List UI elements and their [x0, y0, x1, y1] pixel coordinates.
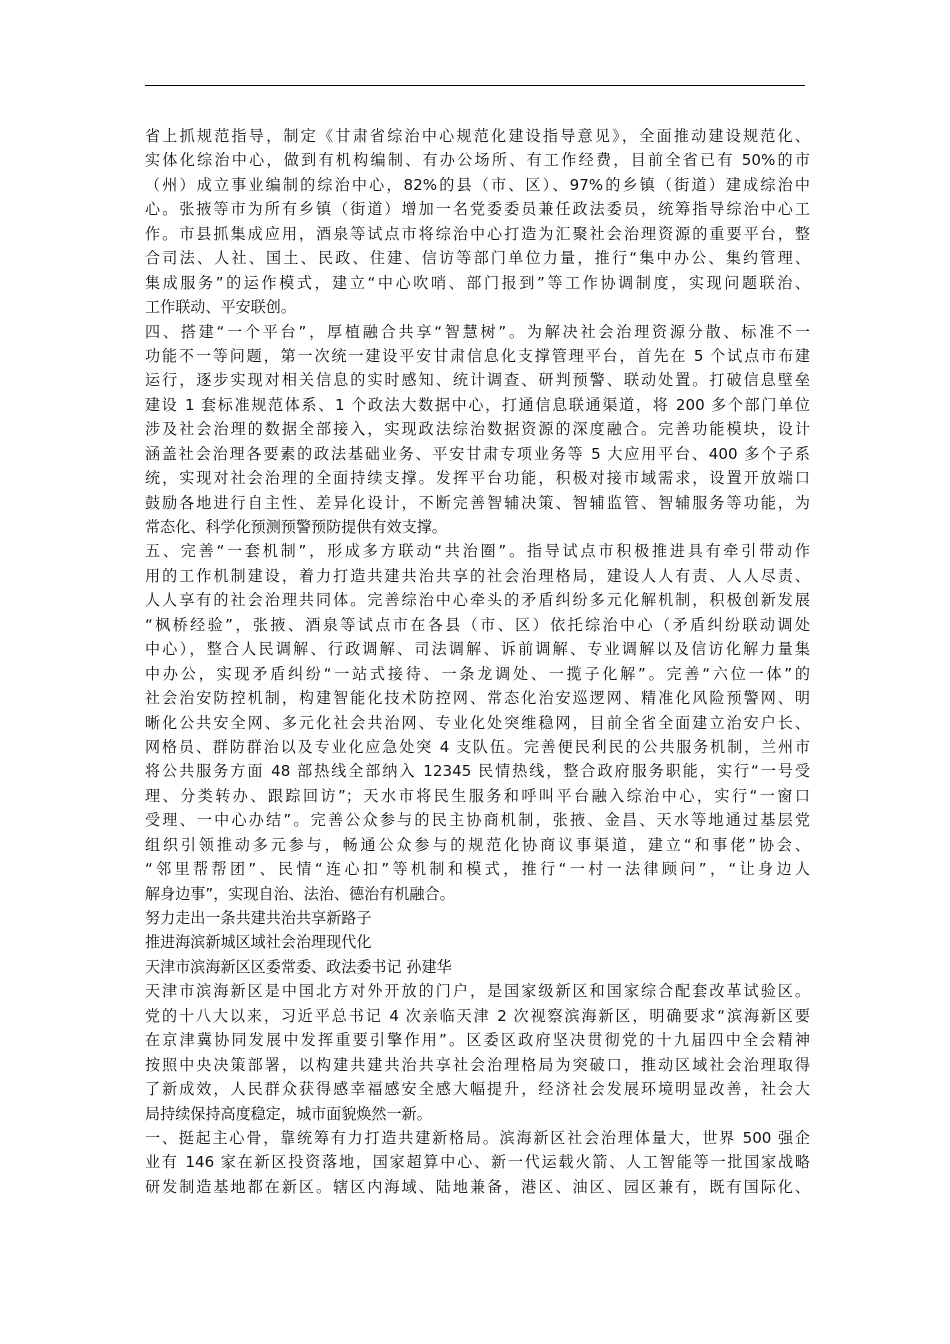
- text-line: 受理、一中心办结”。完善公众参与的民主协商机制，张掖、金昌、天水等地通过基层党: [145, 811, 810, 830]
- text-line: 在京津冀协同发展中发挥重要引擎作用”。区委区政府坚决贯彻党的十九届四中全会精神: [145, 1031, 810, 1050]
- text-line: 天津市滨海新区是中国北方对外开放的门户，是国家级新区和国家综合配套改革试验区。: [145, 982, 810, 1001]
- text-line: “邻里帮帮团”、民情“连心扣”等机制和模式，推行“一村一法律顾问”，“让身边人: [145, 860, 810, 879]
- text-line: 功能不一等问题，第一次统一建设平安甘肃信息化支撑管理平台，首先在 5 个试点市布建: [145, 346, 810, 365]
- text-line: 用的工作机制建设，着力打造共建共治共享的社会治理格局，建设人人有责、人人尽责、: [145, 566, 810, 585]
- text-line: 解身边事”，实现自治、法治、德治有机融合。: [145, 884, 455, 903]
- text-line: 中办公，实现矛盾纠纷“一站式接待、一条龙调处、一揽子化解”。完善“六位一体”的: [145, 664, 810, 683]
- text-line: （州）成立事业编制的综治中心，82%的县（市、区）、97%的乡镇（街道）建成综治中: [145, 175, 810, 194]
- text-line: “枫桥经验”，张掖、酒泉等试点市在各县（市、区）依托综治中心（矛盾纠纷联动调处: [145, 615, 810, 634]
- text-line: 常态化、科学化预测预警预防提供有效支撑。: [145, 518, 447, 536]
- text-line: 业有 146 家在新区投资落地，国家超算中心、新一代运载火箭、人工智能等一批国家战略: [145, 1153, 810, 1172]
- text-line: 局持续保持高度稳定，城市面貌焕然一新。: [145, 1104, 432, 1123]
- text-line: 晰化公共安全网、多元化社会共治网、专业化处突维稳网，目前全省全面建立治安户长、: [145, 713, 810, 732]
- text-line: 理、分类转办、跟踪回访”；天水市将民生服务和呼叫平台融入综治中心，实行“一窗口: [145, 786, 810, 805]
- text-line: 天津市滨海新区区委常委、政法委书记 孙建华: [145, 957, 452, 976]
- header-rule: [145, 85, 805, 86]
- text-line: 运行，逐步实现对相关信息的实时感知、统计调查、研判预警、联动处置。打破信息壁垒: [145, 371, 810, 390]
- text-line: 实体化综治中心，做到有机构编制、有办公场所、有工作经费，目前全省已有 50%的市: [145, 151, 810, 170]
- text-line: 了新成效，人民群众获得感幸福感安全感大幅提升，经济社会发展环境明显改善，社会大: [145, 1080, 810, 1099]
- text-line: 集成服务”的运作模式，建立“中心吹哨、部门报到”等工作协调制度，实现问题联治、: [145, 273, 810, 292]
- text-line: 涉及社会治理的数据全部接入，实现政法综治数据资源的深度融合。完善功能模块，设计: [145, 420, 810, 439]
- text-line: 网格员、群防群治以及专业化应急处突 4 支队伍。完善便民利民的公共服务机制，兰州市: [145, 737, 810, 756]
- text-line: 中心），整合人民调解、行政调解、司法调解、诉前调解、专业调解以及信访化解力量集: [145, 640, 810, 659]
- text-line: 研发制造基地都在新区。辖区内海域、陆地兼备，港区、油区、园区兼有，既有国际化、: [145, 1177, 810, 1196]
- text-line: 社会治安防控机制，构建智能化技术防控网、常态化治安巡逻网、精准化风险预警网、明: [145, 689, 810, 708]
- text-line: 工作联动、平安联创。: [145, 298, 296, 317]
- text-line: 作。市县抓集成应用，酒泉等试点市将综治中心打造为汇聚社会治理资源的重要平台，整: [145, 224, 810, 243]
- text-line: 省上抓规范指导，制定《甘肃省综治中心规范化建设指导意见》，全面推动建设规范化、: [145, 127, 810, 145]
- text-line: 按照中央决策部署，以构建共建共治共享社会治理格局为突破口，推动区域社会治理取得: [145, 1055, 810, 1074]
- document-body: [145, 124, 810, 1199]
- text-line: 努力走出一条共建共治共享新路子: [145, 909, 372, 927]
- text-line: 五、完善“一套机制”，形成多方联动“共治圈”。指导试点市积极推进具有牵引带动作: [145, 542, 810, 561]
- text-line: 党的十八大以来，习近平总书记 4 次亲临天津 2 次视察滨海新区，明确要求“滨海新区要: [145, 1006, 810, 1025]
- text-line: 人人享有的社会治理共同体。完善综治中心牵头的矛盾纠纷多元化解机制，积极创新发展: [145, 591, 810, 610]
- text-line: 一、挺起主心骨，靠统筹有力打造共建新格局。滨海新区社会治理体量大，世界 500 强企: [145, 1128, 810, 1147]
- text-line: 将公共服务方面 48 部热线全部纳入 12345 民情热线，整合政府服务职能，实行“一号受: [145, 762, 810, 781]
- text-line: 四、搭建“一个平台”，厚植融合共享“智慧树”。为解决社会治理资源分散、标准不一: [145, 322, 810, 341]
- text-line: 合司法、人社、国土、民政、住建、信访等部门单位力量，推行“集中办公、集约管理、: [145, 249, 810, 268]
- text-line: 推进海滨新城区域社会治理现代化: [145, 933, 372, 952]
- text-line: 组织引领推动多元参与，畅通公众参与的规范化协商议事渠道，建立“和事佬”协会、: [145, 835, 810, 854]
- text-line: 涵盖社会治理各要素的政法基础业务、平安甘肃专项业务等 5 大应用平台、400 多个子系: [145, 444, 810, 463]
- text-line: 统，实现对社会治理的全面持续支撑。发挥平台功能，积极对接市域需求，设置开放端口: [145, 469, 810, 488]
- text-line: 建设 1 套标准规范体系、1 个政法大数据中心，打通信息联通渠道，将 200 多个部门单位: [145, 395, 810, 414]
- text-line: 心。张掖等市为所有乡镇（街道）增加一名党委委员兼任政法委员，统筹指导综治中心工: [145, 200, 810, 219]
- text-line: 鼓励各地进行自主性、差异化设计，不断完善智辅决策、智辅监管、智辅服务等功能，为: [145, 493, 810, 512]
